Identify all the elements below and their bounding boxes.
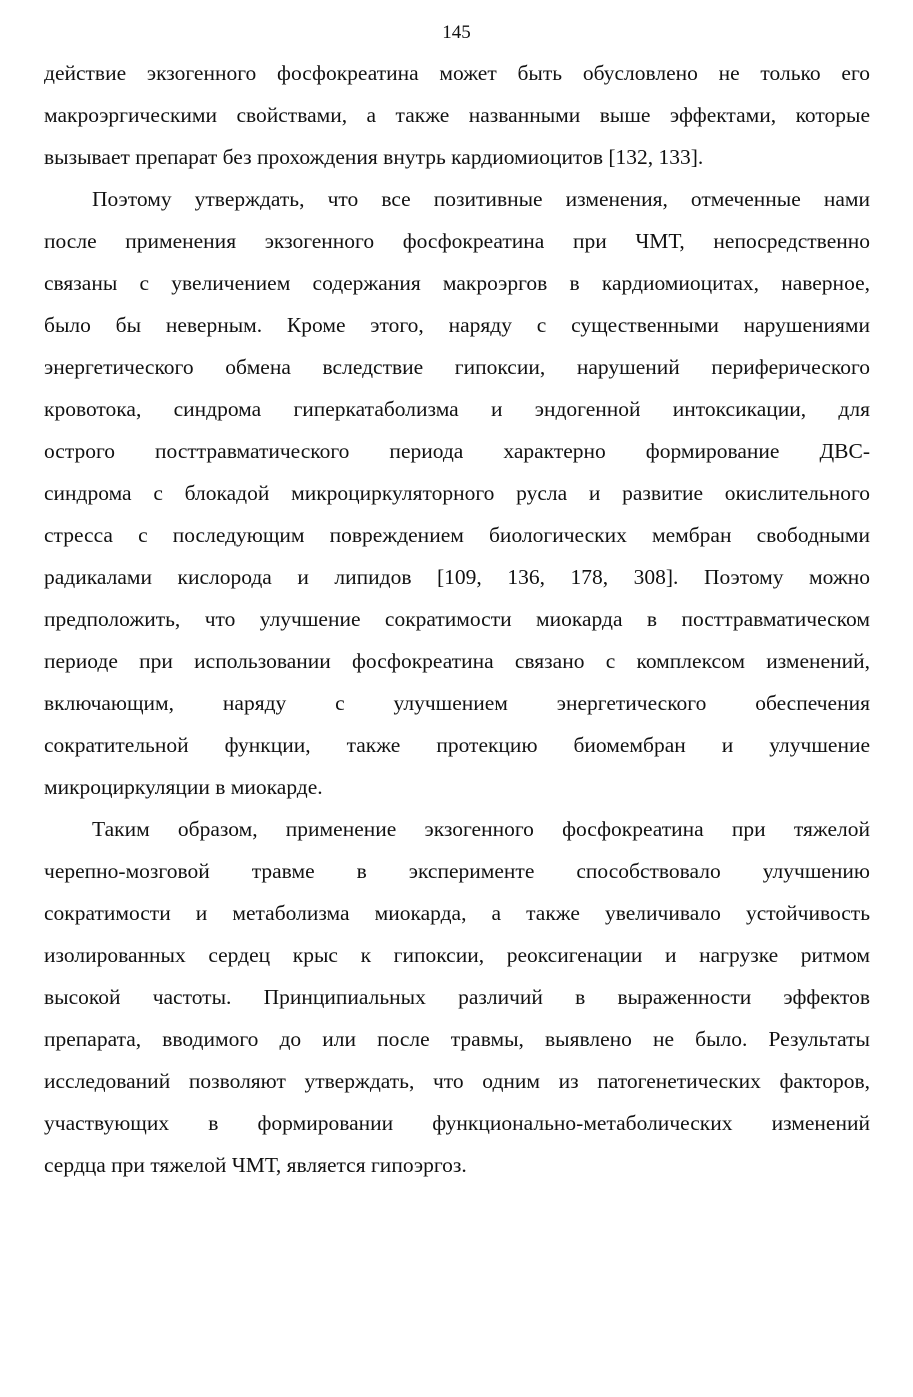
- text-line: включающим, наряду с улучшением энергетического обеспечения: [44, 691, 870, 715]
- text-line: предположить, что улучшение сократимости миокарда в посттравматическом: [44, 607, 870, 631]
- text-line: связаны с увеличением содержания макроэргов в кардиомиоцитах, наверное,: [44, 271, 870, 295]
- text-line: синдрома с блокадой микроциркуляторного русла и развитие окислительного: [44, 481, 870, 505]
- text-line: микроциркуляции в миокарде.: [44, 775, 323, 799]
- text-line: сократительной функции, также протекцию биомембран и улучшение: [44, 733, 870, 757]
- text-line: высокой частоты. Принципиальных различий в выраженности эффектов: [44, 985, 870, 1009]
- text-line: после применения экзогенного фосфокреатина при ЧМТ, непосредственно: [44, 229, 870, 253]
- text-line: действие экзогенного фосфокреатина может быть обусловлено не только его: [44, 61, 870, 85]
- text-line: энергетического обмена вследствие гипоксии, нарушений периферического: [44, 355, 870, 379]
- text-line: вызывает препарат без прохождения внутрь кардиомиоцитов [132, 133].: [44, 145, 704, 169]
- text-line: было бы неверным. Кроме этого, наряду с существенными нарушениями: [44, 313, 870, 337]
- text-line: периоде при использовании фосфокреатина связано с комплексом изменений,: [44, 649, 870, 673]
- paragraph-first-line: Поэтому утверждать, что все позитивные изменения, отмеченные нами: [92, 187, 870, 211]
- text-line: радикалами кислорода и липидов [109, 136, 178, 308]. Поэтому можно: [44, 565, 870, 589]
- text-line: участвующих в формировании функционально-метаболических изменений: [44, 1111, 870, 1135]
- page-number: 145: [442, 22, 471, 43]
- text-line: кровотока, синдрома гиперкатаболизма и эндогенной интоксикации, для: [44, 397, 870, 421]
- text-line: черепно-мозговой травме в эксперименте способствовало улучшению: [44, 859, 870, 883]
- text-line: сократимости и метаболизма миокарда, а также увеличивало устойчивость: [44, 901, 870, 925]
- text-line: изолированных сердец крыс к гипоксии, реоксигенации и нагрузке ритмом: [44, 943, 870, 967]
- text-line: стресса с последующим повреждением биологических мембран свободными: [44, 523, 870, 547]
- text-line: исследований позволяют утверждать, что одним из патогенетических факторов,: [44, 1069, 870, 1093]
- paragraph-first-line: Таким образом, применение экзогенного фосфокреатина при тяжелой: [92, 817, 870, 841]
- text-line: сердца при тяжелой ЧМТ, является гипоэргоз.: [44, 1153, 467, 1177]
- text-line: препарата, вводимого до или после травмы, выявлено не было. Результаты: [44, 1027, 870, 1051]
- text-line: острого посттравматического периода характерно формирование ДВС-: [44, 439, 870, 463]
- text-line: макроэргическими свойствами, а также названными выше эффектами, которые: [44, 103, 870, 127]
